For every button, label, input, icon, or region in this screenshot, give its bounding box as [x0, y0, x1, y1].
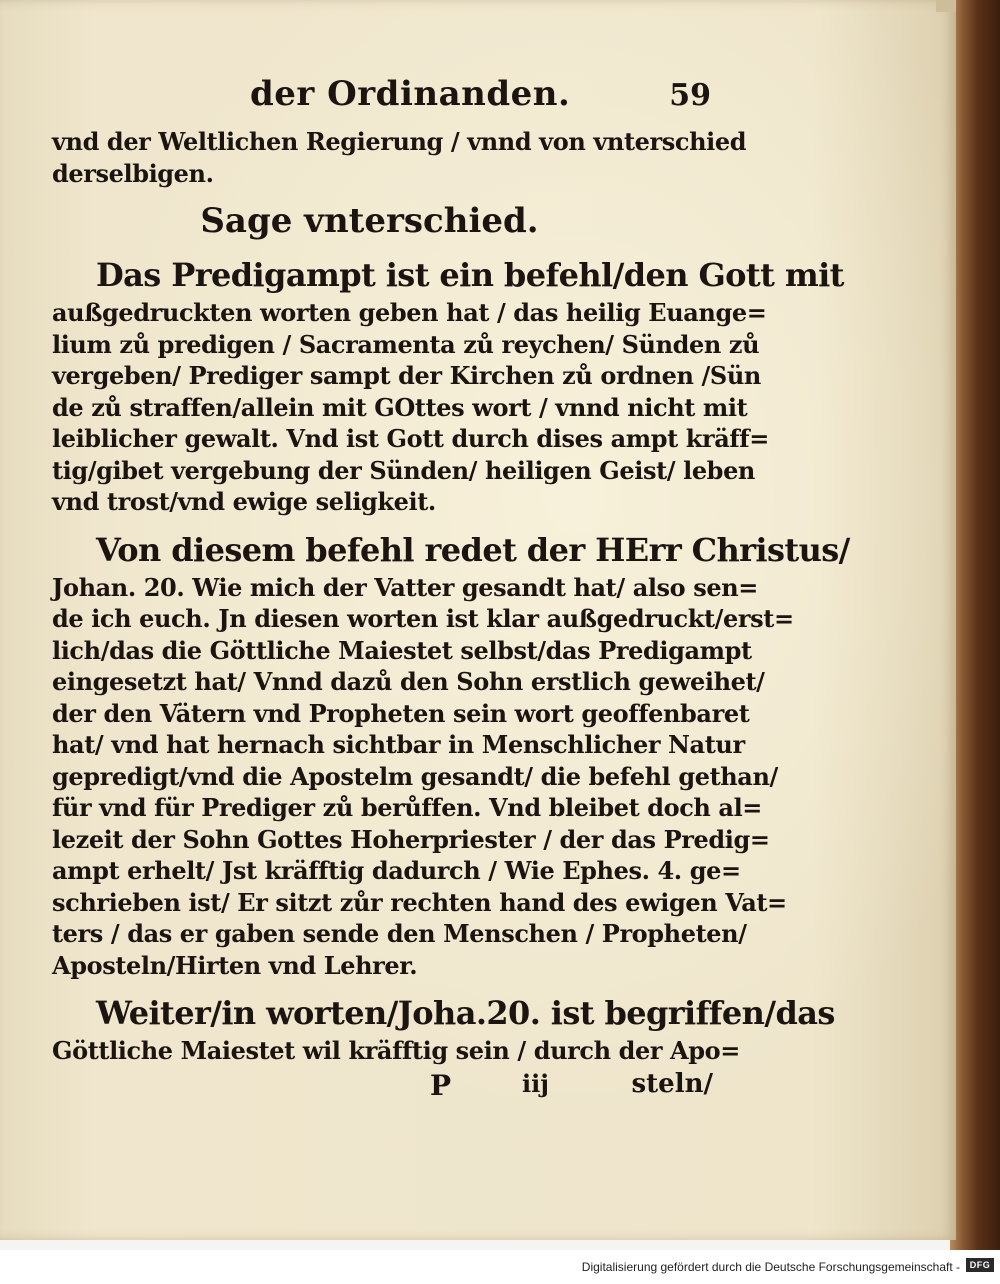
- folio-number: 59: [669, 78, 711, 113]
- signature-number: iij: [522, 1068, 549, 1098]
- section-heading: Sage vnterschied.: [200, 201, 539, 241]
- running-title: der Ordinanden.: [250, 74, 571, 114]
- text-line: vnd der Weltlichen Regierung / vnnd von vnterschied: [52, 127, 747, 156]
- text-line: Aposteln/Hirten vnd Lehrer.: [52, 950, 418, 980]
- text-line: Weiter/in worten/Joha.20. ist begriffen/das: [96, 994, 835, 1032]
- page-corner: [936, 0, 956, 12]
- book-binding-edge: [950, 0, 1000, 1250]
- text-block: [52, 70, 850, 1107]
- text-line: lium zů predigen / Sacramenta zů reychen/ Sünden zů: [52, 329, 760, 359]
- text-line: hat/ vnd hat hernach sichtbar in Menschlicher Natur: [52, 730, 745, 759]
- text-line: gepredigt/vnd die Apostelm gesandt/ die befehl gethan/: [52, 761, 778, 791]
- text-line: leiblicher gewalt. Vnd ist Gott durch dises ampt kräff=: [52, 424, 769, 453]
- intro-lines: [52, 126, 747, 189]
- signature-mark: P: [430, 1068, 452, 1102]
- paragraph-3: [52, 991, 835, 1067]
- dfg-logo[interactable]: DFG: [966, 1258, 994, 1272]
- text-line: Von diesem befehl redet der HErr Christus/: [96, 530, 850, 569]
- text-line: lezeit der Sohn Gottes Hoherpriester / der das Predig=: [52, 824, 770, 854]
- text-line: eingesetzt hat/ Vnnd dazů den Sohn erstlich geweihet/: [52, 667, 765, 696]
- signature-row: [52, 1067, 717, 1107]
- footer-bar: [0, 1250, 1000, 1284]
- text-line: de ich euch. Jn diesen worten ist klar außgedruckt/erst=: [52, 604, 794, 633]
- text-line: schrieben ist/ Er sitzt zůr rechten hand des ewigen Vat=: [52, 887, 787, 917]
- text-line: vnd trost/vnd ewige seligkeit.: [52, 487, 436, 516]
- text-line: vergeben/ Prediger sampt der Kirchen zů ordnen /Sün: [52, 361, 761, 390]
- text-line: Das Predigampt ist ein befehl/den Gott mit: [96, 256, 844, 294]
- text-line: für vnd für Prediger zů berůffen. Vnd bleibet doch al=: [52, 793, 763, 822]
- text-line: außgedruckten worten geben hat / das heilig Euange=: [52, 298, 767, 327]
- funding-credit: Digitalisierung gefördert durch die Deutsche Forschungsgemeinschaft -: [581, 1260, 960, 1274]
- paragraph-2: [52, 528, 850, 982]
- text-line: lich/das die Göttliche Maiestet selbst/das Predigampt: [52, 635, 752, 665]
- catchword: steln/: [631, 1068, 713, 1099]
- running-head: [52, 70, 717, 126]
- text-line: ters / das er gaben sende den Menschen / Propheten/: [52, 919, 747, 948]
- text-line: de zů straffen/allein mit GOttes wort / vnnd nicht mit: [52, 392, 748, 422]
- text-line: Johan. 20. Wie mich der Vatter gesandt hat/ also sen=: [52, 572, 758, 602]
- text-line: derselbigen.: [52, 158, 214, 188]
- text-line: der den Vätern vnd Propheten sein wort geoffenbaret: [52, 698, 750, 728]
- text-line: Göttliche Maiestet wil kräfftig sein / durch der Apo=: [52, 1036, 740, 1065]
- text-line: tig/gibet vergebung der Sünden/ heiligen Geist/ leben: [52, 455, 755, 485]
- text-line: ampt erhelt/ Jst kräfftig dadurch / Wie Ephes. 4. ge=: [52, 856, 741, 885]
- paragraph-1: [52, 253, 844, 518]
